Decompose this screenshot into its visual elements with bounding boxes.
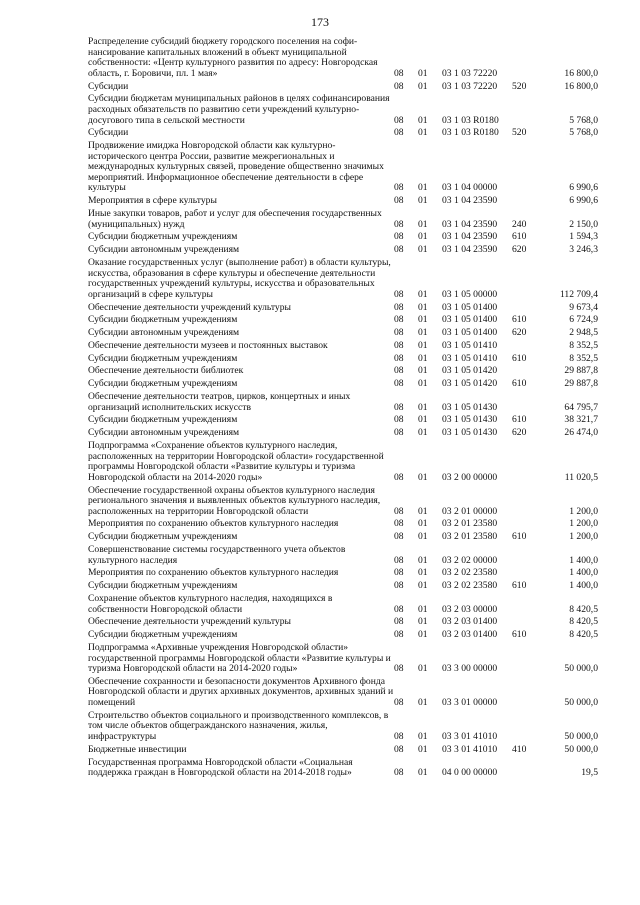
amount: 26 474,0	[564, 427, 598, 439]
table-row	[88, 245, 598, 256]
section-code: 08	[394, 127, 404, 139]
subsection-code: 01	[418, 414, 428, 426]
section-code: 08	[394, 554, 404, 566]
row-description: Иные закупки товаров, работ и услуг для обеспечения государственных (муниципальных) нужд	[88, 208, 382, 230]
section-code: 08	[394, 731, 404, 743]
target-article-code: 03 2 00 00000	[442, 471, 498, 483]
table-row	[88, 141, 598, 194]
amount: 16 800,0	[564, 67, 598, 79]
subsection-code: 01	[418, 301, 428, 313]
target-article-code: 03 1 05 01400	[442, 301, 498, 313]
row-description: Мероприятия в сфере культуры	[88, 195, 217, 207]
subsection-code: 01	[418, 531, 428, 543]
row-description: Обеспечение государственной охраны объектов культурного наследия регионального значения и выявленных объектов культурного наследия, расположенных на территории Новгородской области	[88, 484, 381, 517]
row-description: Субсидии	[88, 80, 129, 92]
amount: 1 400,0	[569, 554, 598, 566]
subsection-code: 01	[418, 767, 428, 779]
table-row	[88, 232, 598, 243]
section-code: 08	[394, 743, 404, 755]
row-description: Субсидии бюджетам муниципальных районов в целях софинансирования расходных обязательств по развитию сети учреждений культурно-досугового типа в сельской местности	[88, 93, 390, 126]
target-article-code: 03 1 03 72220	[442, 80, 498, 92]
section-code: 08	[394, 378, 404, 390]
subsection-code: 01	[418, 663, 428, 675]
table-row	[88, 643, 598, 675]
subsection-code: 01	[418, 554, 428, 566]
subsection-code: 01	[418, 365, 428, 377]
target-article-code: 03 1 05 01420	[442, 365, 498, 377]
table-row	[88, 758, 598, 779]
target-article-code: 03 2 03 00000	[442, 603, 498, 615]
row-description: Мероприятия по сохранению объектов культурного наследия	[88, 518, 339, 530]
amount: 29 887,8	[564, 365, 598, 377]
subsection-code: 01	[418, 603, 428, 615]
expense-type-code: 520	[512, 127, 527, 139]
section-code: 08	[394, 518, 404, 530]
section-code: 08	[394, 697, 404, 709]
row-description: Сохранение объектов культурного наследия, находящихся в собственности Новгородской области	[88, 592, 333, 615]
section-code: 08	[394, 352, 404, 364]
amount: 29 887,8	[564, 378, 598, 390]
subsection-code: 01	[418, 401, 428, 413]
amount: 6 724,9	[569, 314, 598, 326]
table-row	[88, 630, 598, 641]
section-code: 08	[394, 365, 404, 377]
table-row	[88, 486, 598, 518]
subsection-code: 01	[418, 352, 428, 364]
target-article-code: 03 2 02 00000	[442, 554, 498, 566]
target-article-code: 03 2 02 23580	[442, 567, 498, 579]
row-description: Строительство объектов социального и производственного комплексов, в том числе объектов общегражданского назначения, жилья, инфраструктуры	[88, 709, 389, 743]
table-row	[88, 428, 598, 439]
target-article-code: 03 3 00 00000	[442, 663, 498, 675]
subsection-code: 01	[418, 567, 428, 579]
section-code: 08	[394, 314, 404, 326]
table-row	[88, 392, 598, 413]
subsection-code: 01	[418, 697, 428, 709]
amount: 8 352,5	[569, 352, 598, 364]
subsection-code: 01	[418, 80, 428, 92]
section-code: 08	[394, 339, 404, 351]
target-article-code: 03 2 01 00000	[442, 505, 498, 517]
row-description: Субсидии автономным учреждениям	[88, 244, 240, 256]
section-code: 08	[394, 580, 404, 592]
row-description: Субсидии бюджетным учреждениям	[88, 352, 238, 364]
section-code: 08	[394, 182, 404, 194]
expense-type-code: 610	[512, 629, 527, 641]
row-description: Распределение субсидий бюджету городского поселения на софи-нансирование капитальных вложений в объект муниципальной собственности: «Центр культурного развития по адресу: Новгородская область, г. Боровичи, пл. 1 мая»	[88, 36, 378, 79]
table-row	[88, 745, 598, 756]
amount: 5 768,0	[569, 127, 598, 139]
amount: 11 020,5	[564, 471, 598, 483]
expense-type-code: 610	[512, 378, 527, 390]
row-description: Государственная программа Новгородской области «Социальная поддержка граждан в Новгородской области на 2014-2018 годы»	[88, 756, 353, 779]
subsection-code: 01	[418, 616, 428, 628]
subsection-code: 01	[418, 67, 428, 79]
section-code: 08	[394, 195, 404, 207]
section-code: 08	[394, 288, 404, 300]
table-row	[88, 354, 598, 365]
section-code: 08	[394, 414, 404, 426]
target-article-code: 03 1 05 01410	[442, 352, 498, 364]
expense-type-code: 610	[512, 580, 527, 592]
table-row	[88, 545, 598, 566]
row-description: Совершенствование системы государственного учета объектов культурного наследия	[88, 544, 346, 566]
expense-type-code: 520	[512, 80, 527, 92]
section-code: 08	[394, 767, 404, 779]
table-row	[88, 441, 598, 483]
section-code: 08	[394, 114, 404, 126]
table-row	[88, 209, 598, 230]
subsection-code: 01	[418, 114, 428, 126]
table-row	[88, 366, 598, 377]
subsection-code: 01	[418, 471, 428, 483]
target-article-code: 03 2 01 23580	[442, 518, 498, 530]
row-description: Бюджетные инвестиции	[88, 743, 187, 755]
amount: 6 990,6	[569, 195, 598, 207]
table-row	[88, 196, 598, 207]
section-code: 08	[394, 471, 404, 483]
section-code: 08	[394, 505, 404, 517]
target-article-code: 03 1 03 R0180	[442, 127, 499, 139]
subsection-code: 01	[418, 629, 428, 641]
expense-type-code: 620	[512, 427, 527, 439]
target-article-code: 03 1 03 R0180	[442, 114, 499, 126]
row-description: Подпрограмма «Сохранение объектов культурного наследия, расположенных на территории Новгородской области» государственной программы Новгородской области «Развитие культуры и туризма Новгородской области на 2014-2020 годы»	[88, 439, 384, 483]
subsection-code: 01	[418, 327, 428, 339]
target-article-code: 03 2 01 23580	[442, 531, 498, 543]
subsection-code: 01	[418, 339, 428, 351]
amount: 38 321,7	[564, 414, 598, 426]
expense-type-code: 610	[512, 414, 527, 426]
target-article-code: 03 1 04 23590	[442, 231, 498, 243]
amount: 1 594,3	[569, 231, 598, 243]
section-code: 08	[394, 67, 404, 79]
section-code: 08	[394, 244, 404, 256]
amount: 50 000,0	[564, 663, 598, 675]
row-description: Обеспечение сохранности и безопасности документов Архивного фонда Новгородской области и других архивных документов, архивных зданий и помещений	[88, 675, 394, 709]
target-article-code: 03 1 05 01400	[442, 314, 498, 326]
subsection-code: 01	[418, 127, 428, 139]
table-row	[88, 303, 598, 314]
expense-type-code: 620	[512, 244, 527, 256]
amount: 1 400,0	[569, 567, 598, 579]
table-row	[88, 568, 598, 579]
row-description: Субсидии бюджетным учреждениям	[88, 629, 238, 641]
subsection-code: 01	[418, 314, 428, 326]
target-article-code: 03 1 05 01400	[442, 327, 498, 339]
table-row	[88, 128, 598, 139]
section-code: 08	[394, 427, 404, 439]
row-description: Субсидии автономным учреждениям	[88, 427, 240, 439]
section-code: 08	[394, 231, 404, 243]
target-article-code: 03 1 03 72220	[442, 67, 498, 79]
amount: 8 420,5	[569, 616, 598, 628]
subsection-code: 01	[418, 218, 428, 230]
amount: 8 420,5	[569, 603, 598, 615]
row-description: Субсидии бюджетным учреждениям	[88, 414, 238, 426]
amount: 1 200,0	[569, 531, 598, 543]
target-article-code: 03 3 01 41010	[442, 743, 498, 755]
amount: 1 200,0	[569, 505, 598, 517]
target-article-code: 03 1 05 01420	[442, 378, 498, 390]
amount: 1 400,0	[569, 580, 598, 592]
section-code: 08	[394, 401, 404, 413]
expense-type-code: 610	[512, 314, 527, 326]
target-article-code: 03 1 05 01430	[442, 427, 498, 439]
amount: 112 709,4	[559, 288, 598, 300]
row-description: Субсидии бюджетным учреждениям	[88, 378, 238, 390]
row-description: Субсидии бюджетным учреждениям	[88, 314, 238, 326]
amount: 16 800,0	[564, 80, 598, 92]
target-article-code: 03 3 01 41010	[442, 731, 498, 743]
budget-table	[88, 37, 598, 781]
target-article-code: 03 2 02 23580	[442, 580, 498, 592]
target-article-code: 03 3 01 00000	[442, 697, 498, 709]
subsection-code: 01	[418, 231, 428, 243]
subsection-code: 01	[418, 244, 428, 256]
table-row	[88, 315, 598, 326]
row-description: Обеспечение деятельности учреждений культуры	[88, 616, 291, 628]
row-description: Субсидии бюджетным учреждениям	[88, 580, 238, 592]
table-row	[88, 379, 598, 390]
expense-type-code: 410	[512, 743, 527, 755]
amount: 50 000,0	[564, 743, 598, 755]
row-description: Обеспечение деятельности музеев и постоянных выставок	[88, 339, 328, 351]
table-row	[88, 594, 598, 615]
section-code: 08	[394, 567, 404, 579]
row-description: Подпрограмма «Архивные учреждения Новгородской области» государственной программы Новгородской области «Развитие культуры и туризма Новгородской области на 2014-2020 годы»	[88, 641, 391, 675]
amount: 8 420,5	[569, 629, 598, 641]
target-article-code: 03 1 05 01430	[442, 414, 498, 426]
amount: 8 352,5	[569, 339, 598, 351]
subsection-code: 01	[418, 505, 428, 517]
table-row	[88, 341, 598, 352]
target-article-code: 04 0 00 00000	[442, 767, 498, 779]
table-row	[88, 711, 598, 743]
section-code: 08	[394, 301, 404, 313]
subsection-code: 01	[418, 743, 428, 755]
table-row	[88, 258, 598, 300]
target-article-code: 03 1 05 00000	[442, 288, 498, 300]
table-row	[88, 677, 598, 709]
row-description: Обеспечение деятельности театров, цирков, концертных и иных организаций исполнительских искусств	[88, 391, 351, 413]
target-article-code: 03 1 05 01430	[442, 401, 498, 413]
row-description: Обеспечение деятельности учреждений культуры	[88, 301, 291, 313]
amount: 6 990,6	[569, 182, 598, 194]
amount: 50 000,0	[564, 697, 598, 709]
amount: 3 246,3	[569, 244, 598, 256]
amount: 19,5	[581, 767, 598, 779]
target-article-code: 03 1 04 23590	[442, 218, 498, 230]
row-description: Субсидии бюджетным учреждениям	[88, 531, 238, 543]
table-row	[88, 519, 598, 530]
amount: 64 795,7	[564, 401, 598, 413]
table-row	[88, 581, 598, 592]
row-description: Оказание государственных услуг (выполнение работ) в области культуры, искусства, образования в сфере культуры и обеспечение деятельности государственных учреждений культуры, искусства и образовательных организаций в сфере культуры	[88, 256, 391, 300]
section-code: 08	[394, 663, 404, 675]
expense-type-code: 610	[512, 231, 527, 243]
row-description: Субсидии	[88, 127, 129, 139]
section-code: 08	[394, 629, 404, 641]
row-description: Обеспечение деятельности библиотек	[88, 365, 244, 377]
subsection-code: 01	[418, 427, 428, 439]
section-code: 08	[394, 218, 404, 230]
section-code: 08	[394, 531, 404, 543]
table-row	[88, 82, 598, 93]
section-code: 08	[394, 603, 404, 615]
table-row	[88, 532, 598, 543]
section-code: 08	[394, 80, 404, 92]
expense-type-code: 620	[512, 327, 527, 339]
expense-type-code: 240	[512, 218, 527, 230]
table-row	[88, 415, 598, 426]
target-article-code: 03 2 03 01400	[442, 629, 498, 641]
target-article-code: 03 2 03 01400	[442, 616, 498, 628]
subsection-code: 01	[418, 378, 428, 390]
section-code: 08	[394, 616, 404, 628]
row-description: Субсидии бюджетным учреждениям	[88, 231, 238, 243]
table-row	[88, 94, 598, 126]
target-article-code: 03 1 04 23590	[442, 195, 498, 207]
row-description: Продвижение имиджа Новгородской области как культурно-исторического центра России, развитие межрегиональных и международных культурных связей, проведение общественно значимых мероприятий. Информационное обеспечение деятельности в сфере культуры	[88, 140, 384, 194]
expense-type-code: 610	[512, 531, 527, 543]
target-article-code: 03 1 04 23590	[442, 244, 498, 256]
subsection-code: 01	[418, 195, 428, 207]
target-article-code: 03 1 04 00000	[442, 182, 498, 194]
row-description: Мероприятия по сохранению объектов культурного наследия	[88, 567, 339, 579]
section-code: 08	[394, 327, 404, 339]
subsection-code: 01	[418, 731, 428, 743]
row-description: Субсидии автономным учреждениям	[88, 327, 240, 339]
expense-type-code: 610	[512, 352, 527, 364]
table-row	[88, 37, 598, 79]
subsection-code: 01	[418, 580, 428, 592]
subsection-code: 01	[418, 288, 428, 300]
amount: 2 150,0	[569, 218, 598, 230]
amount: 1 200,0	[569, 518, 598, 530]
target-article-code: 03 1 05 01410	[442, 339, 498, 351]
amount: 9 673,4	[569, 301, 598, 313]
table-row	[88, 617, 598, 628]
amount: 50 000,0	[564, 731, 598, 743]
table-row	[88, 328, 598, 339]
subsection-code: 01	[418, 518, 428, 530]
subsection-code: 01	[418, 182, 428, 194]
amount: 2 948,5	[569, 327, 598, 339]
amount: 5 768,0	[569, 114, 598, 126]
page-number: 173	[311, 15, 329, 29]
